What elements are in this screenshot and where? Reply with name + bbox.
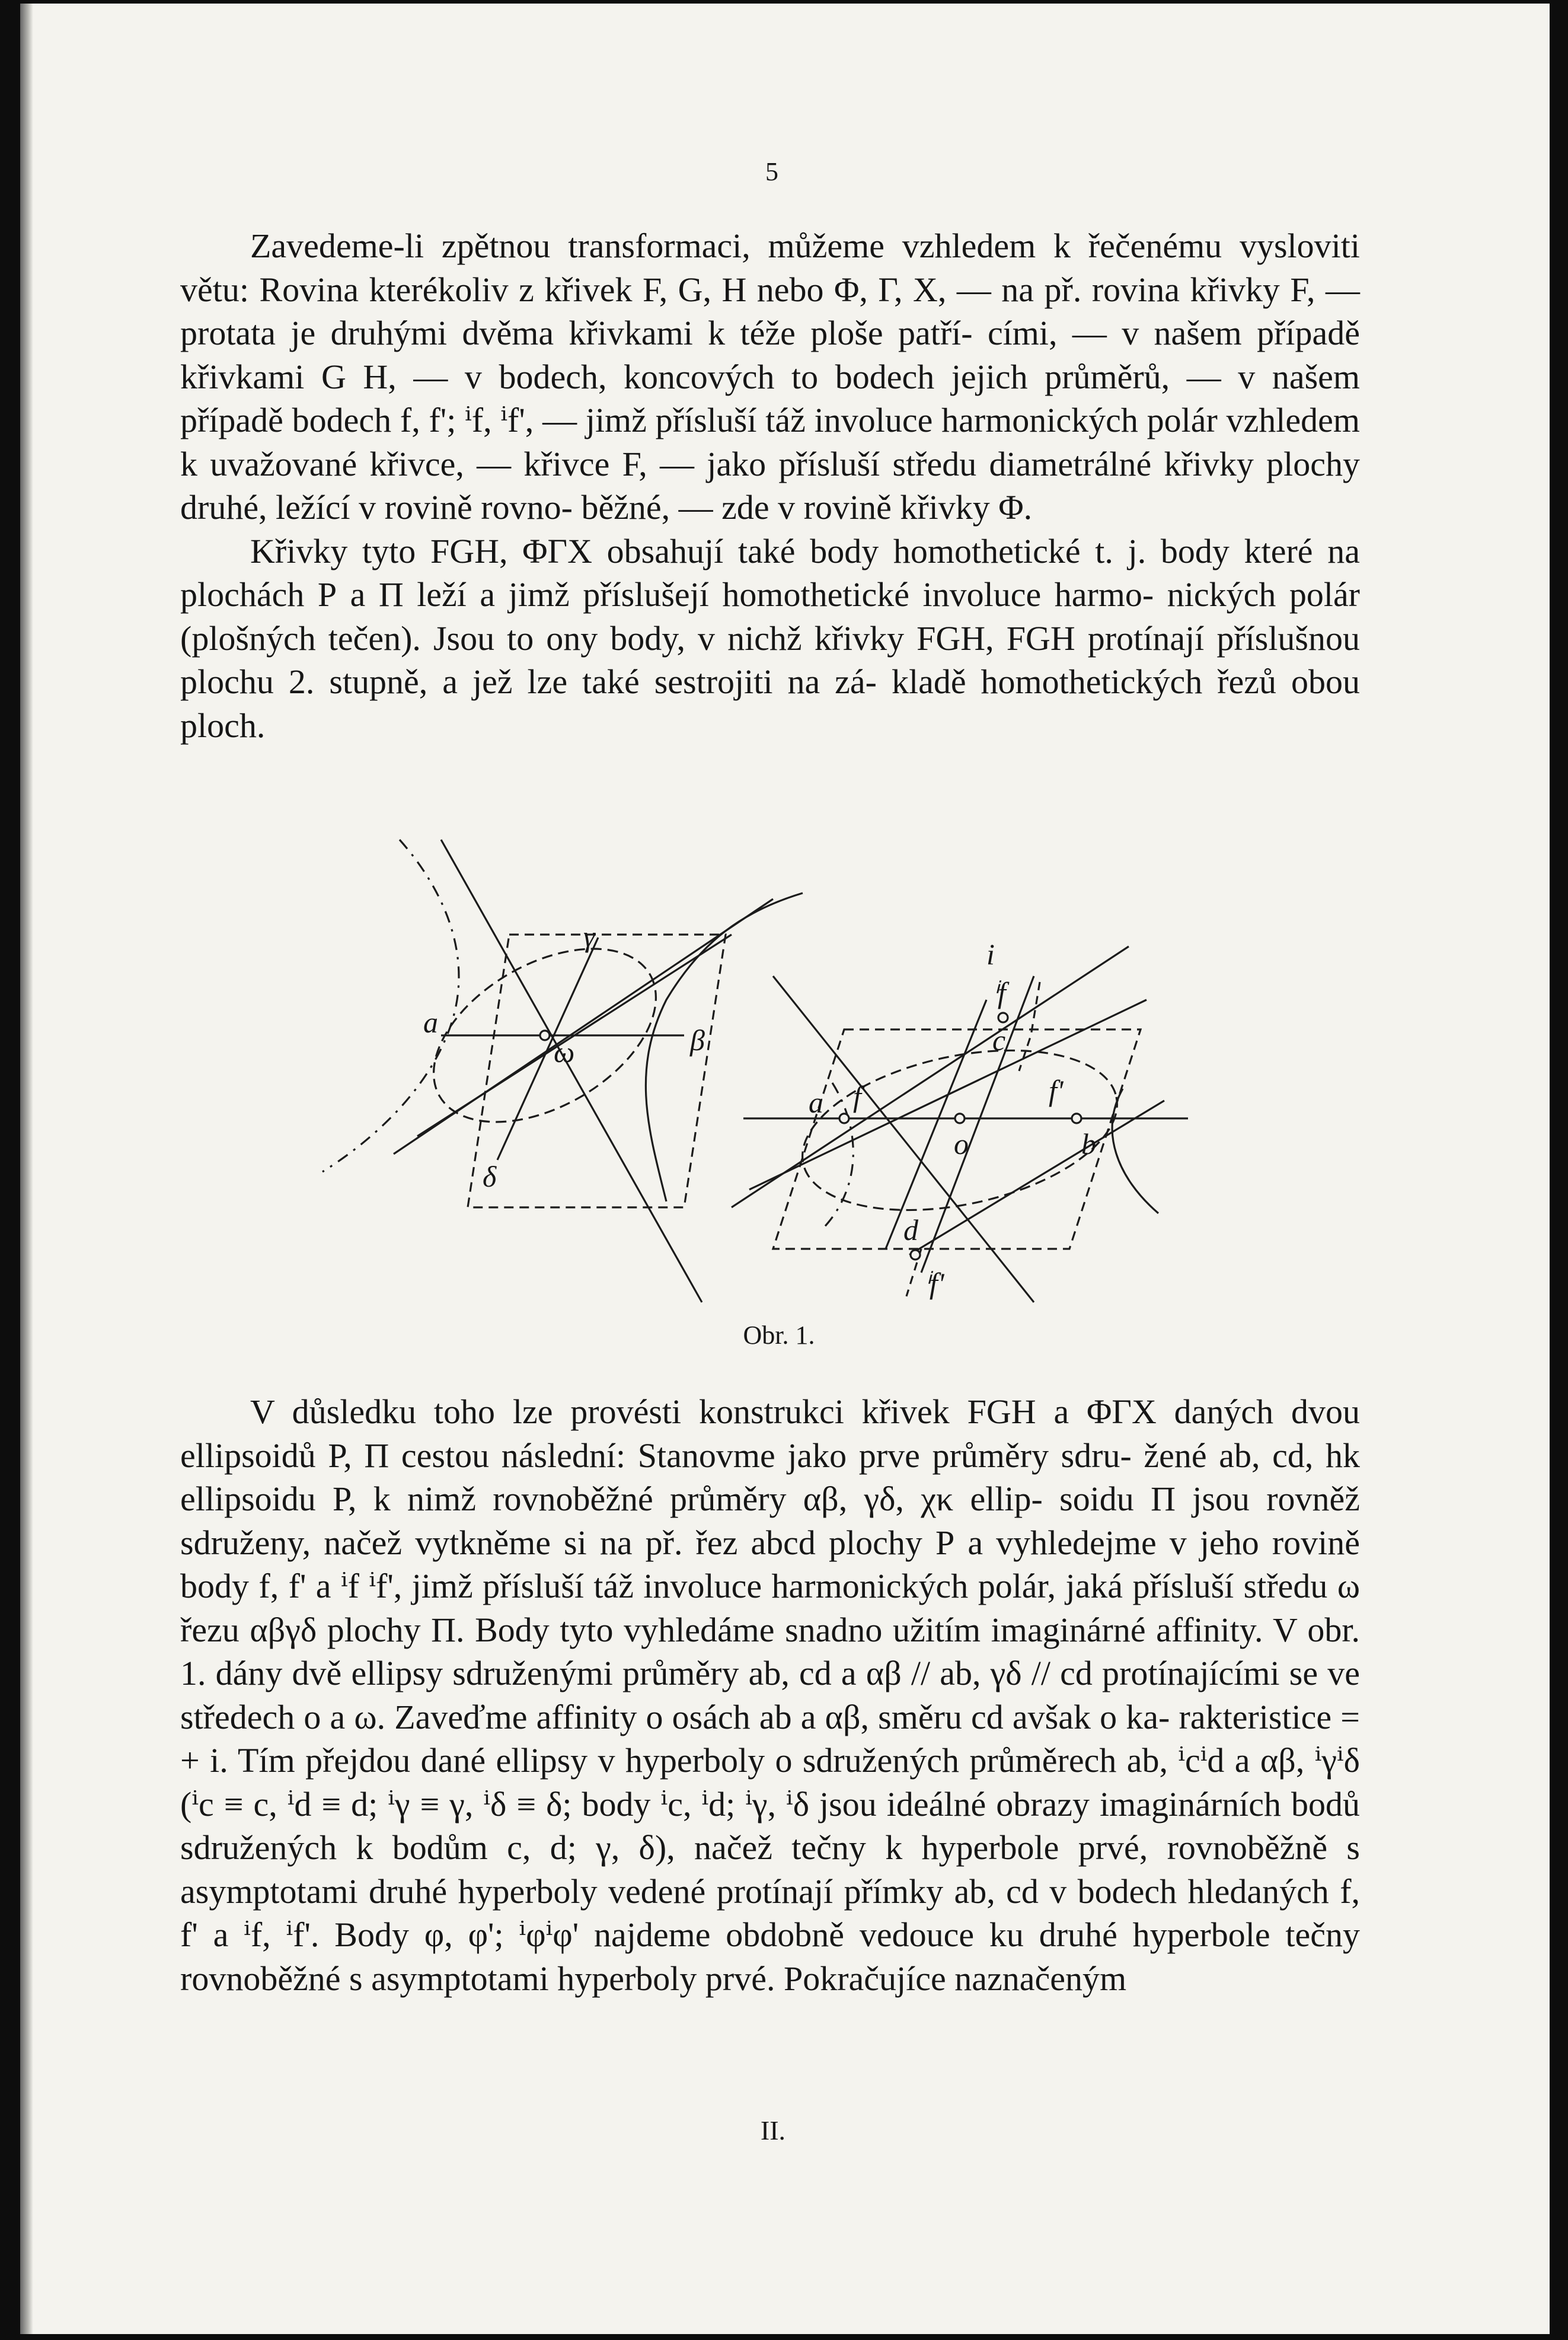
p2-line: FGH protínají příslušnou plochu 2. stupně, a jež lze také sestrojiti na zá- — [180, 619, 1360, 701]
label-f-prime: f' — [1049, 1074, 1064, 1107]
point-c — [998, 1013, 1008, 1022]
p3-line: průměrech ab, ⁱcⁱd a αβ, ⁱγⁱδ (ⁱc ≡ c, ⁱd ≡ d; ⁱγ ≡ γ, ⁱδ ≡ δ; body — [180, 1741, 1360, 1823]
label-b: b — [1081, 1127, 1096, 1161]
p3-line: dvou ellipsoidů Ρ, Π cestou následní: Stanovme jako prve průměry sdru- — [180, 1392, 1360, 1475]
label-f: f — [853, 1080, 861, 1113]
point-f-prime — [1072, 1114, 1081, 1123]
p1-line: jako přísluší středu diametrálné křivky plochy druhé, ležící v rovině rovno- — [180, 444, 1361, 527]
right-line-2 — [732, 946, 1129, 1207]
right-line-5 — [886, 1000, 986, 1249]
figure-1 — [299, 822, 1224, 1344]
label-if: ⁱf — [992, 976, 1006, 1009]
left-line-1 — [441, 840, 702, 1302]
left-center-point — [540, 1031, 550, 1040]
right-vertical-dash — [1019, 982, 1040, 1071]
book-page — [20, 4, 1550, 2334]
label-d: d — [903, 1213, 918, 1246]
p3-line: c, d; γ, δ), načež tečny k hyperbole prvé, rovnoběžně s asymptotami druhé — [180, 1828, 1361, 1911]
p1-line: rovina křivky F, — protata je druhými dvěma křivkami k téže ploše patří- — [180, 270, 1361, 352]
p3-line: ⁱc, ⁱd; ⁱγ, ⁱδ jsou ideálné obrazy imaginárních bodů sdružených k bodům — [180, 1784, 1361, 1867]
right-line-4 — [909, 1101, 1164, 1255]
p3-line: V důsledku toho lze provésti konstrukci křivek FGH a ΦΓX daných — [250, 1392, 1274, 1431]
p2-line: nických polár (plošných tečen). Jsou to ony body, v nichž křivky FGH, — [180, 575, 1360, 658]
p2-line: kladě homothetických řezů obou ploch. — [180, 662, 1360, 745]
point-d — [911, 1250, 920, 1260]
p3-line: rovnoběžné s asymptotami hyperboly prvé. Pokračujíce naznačeným — [180, 1959, 1127, 1998]
paragraph-construction — [180, 1390, 1360, 2000]
p3-line: soidu Π jsou rovněž sdruženy, načež vytkněme si na př. řez abcd plochy Ρ — [180, 1480, 1361, 1562]
p1-line: běžné, — zde v rovině křivky Φ. — [581, 488, 1033, 527]
label-c: c — [992, 1024, 1006, 1057]
right-hyperbola-left — [820, 1083, 853, 1231]
p1-line: involuce harmonických polár vzhledem k uvažované křivce, — křivce F, — — [180, 401, 1361, 483]
page-number: 5 — [765, 157, 778, 186]
label-o: o — [954, 1127, 969, 1161]
label-a-left: a — [423, 1006, 438, 1039]
p3-line: a vyhledejme v jeho rovině body f, f' a ⁱf ⁱf', jimž přísluší táž involuce — [180, 1523, 1361, 1605]
label-gamma: γ — [583, 920, 595, 953]
label-delta: δ — [483, 1160, 497, 1193]
label-if-prime: ⁱf' — [924, 1267, 944, 1300]
p3-line: Body φ, φ'; ⁱφⁱφ' najdeme obdobně vedouce ku druhé hyperbole tečny — [334, 1915, 1360, 1954]
p3-line: hyperboly vedené protínají přímky ab, cd v bodech hledaných f, f' a ⁱf, ⁱf'. — [180, 1872, 1361, 1954]
label-a-right: a — [809, 1086, 823, 1119]
paragraph-homothetic — [180, 530, 1360, 748]
label-omega: ω — [554, 1035, 575, 1069]
p3-line: tyto vyhledáme snadno užitím imaginárné affinity. V obr. 1. dány dvě — [180, 1610, 1360, 1692]
figure-caption: Obr. 1. — [743, 1321, 815, 1350]
p1-line: vysloviti větu: Rovina kterékoliv z křivek F, G, H nebo Φ, Γ, X, — na př. — [180, 227, 1360, 309]
signature-mark: II. — [760, 2115, 786, 2145]
p1-line: cími, — v našem případě křivkami G H, — v bodech, koncových to bodech — [180, 314, 1360, 396]
right-construction — [732, 938, 1188, 1302]
label-beta: β — [690, 1024, 705, 1057]
p3-line: ellipsy sdruženými průměry ab, cd a αβ // ab, γδ // cd protínajícími se ve — [351, 1654, 1360, 1692]
text-block-bottom — [180, 1390, 1360, 2000]
p3-line: středech o a ω. Zaveďme affinity o osách ab a αβ, směru cd avšak o ka- — [180, 1697, 1170, 1736]
point-f — [839, 1114, 849, 1123]
label-i: i — [986, 938, 995, 971]
p1-line: Zavedeme-li zpětnou transformaci, můžeme vzhledem k řečenému — [250, 227, 1222, 265]
left-construction — [322, 840, 803, 1302]
text-block-top — [180, 224, 1360, 747]
p2-line: Křivky tyto FGH, ΦΓX obsahují také body homothetické t. j. body — [250, 531, 1230, 570]
p2-line: které na plochách Ρ a Π leží a jimž příslušejí homothetické involuce harmo- — [180, 531, 1360, 614]
figure-1-drawing — [299, 822, 1224, 1344]
p1-line: jejich průměrů, — v našem případě bodech f, f'; ⁱf, ⁱf', — jimž přísluší táž — [180, 357, 1360, 439]
p3-line: žené ab, cd, hk ellipsoidu Ρ, k nimž rovnoběžné průměry αβ, γδ, χκ ellip- — [180, 1436, 1361, 1518]
right-center-point — [955, 1114, 965, 1123]
paragraph-transformation — [180, 224, 1360, 530]
p3-line: rakteristice = + i. Tím přejdou dané ellipsy v hyperboly o sdružených — [180, 1697, 1361, 1780]
p3-line: harmonických polár, jaká přísluší středu ω řezu αβγδ plochy Π. Body — [180, 1567, 1360, 1649]
